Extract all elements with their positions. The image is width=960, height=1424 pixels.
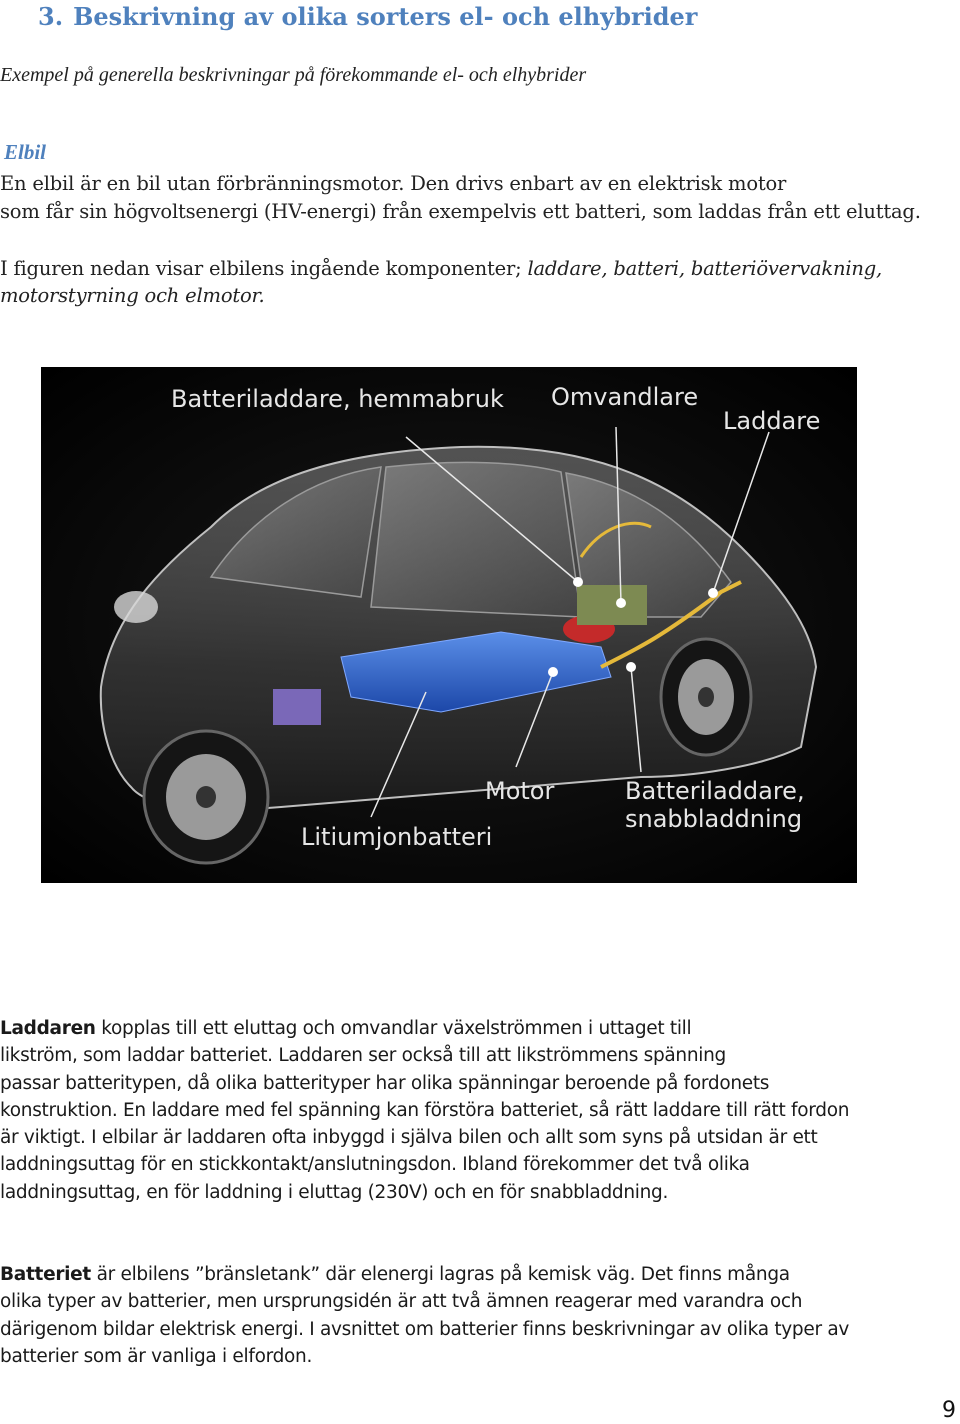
laddaren-paragraph-line: laddningsuttag för en stickkontakt/anslutningsdon. Ibland förekommer det två olika — [0, 1154, 750, 1175]
label-laddare: Laddare — [723, 407, 821, 435]
batteriet-text: är elbilens ”bränsletank” där elenergi lagras på kemisk väg. Det finns många — [90, 1264, 790, 1285]
elbil-heading: Elbil — [4, 140, 47, 164]
label-batteriladdare-hemmabruk: Batteriladdare, hemmabruk — [171, 385, 504, 413]
section-heading — [38, 2, 697, 31]
car-illustration — [41, 367, 857, 883]
front-wheel-shape — [144, 731, 268, 863]
elbil-paragraph-line: som får sin högvoltsenergi (HV-energi) från exempelvis ett batteri, som laddas från ett eluttag. — [0, 200, 921, 223]
figure-intro-components: laddare, batteri, batteriövervakning, — [527, 257, 883, 280]
laddaren-paragraph-line: passar batteritypen, då olika batterityper har olika spänningar beroende på fordonets — [0, 1073, 770, 1094]
section-number: 3. — [38, 2, 64, 31]
batteriet-paragraph-line: olika typer av batterier, men ursprungsidén är att två ämnen reagerar med varandra och — [0, 1291, 803, 1312]
laddaren-paragraph-line-1 — [0, 1018, 691, 1039]
figure-intro-line-2 — [0, 284, 265, 307]
electric-car-figure — [41, 367, 857, 883]
elbil-paragraph-line: En elbil är en bil utan förbränningsmotor. Den drivs enbart av en elektrisk motor — [0, 172, 787, 195]
laddaren-text: kopplas till ett eluttag och omvandlar växelströmmen i uttaget till — [95, 1018, 692, 1039]
figure-intro-line-1 — [0, 257, 882, 280]
figure-intro-text: I figuren nedan visar elbilens ingående komponenter; — [0, 257, 528, 280]
label-batteriladdare-snabb-1: Batteriladdare, — [625, 777, 805, 805]
label-motor: Motor — [485, 777, 555, 805]
batteriet-paragraph-line: därigenom bildar elektrisk energi. I avsnittet om batterier finns beskrivningar av olika typer av — [0, 1319, 850, 1340]
batteriet-lead: Batteriet — [0, 1264, 91, 1285]
label-batteriladdare-snabb-2: snabbladdning — [625, 805, 803, 833]
label-omvandlare: Omvandlare — [551, 383, 699, 411]
section-title: Beskrivning av olika sorters el- och elhybrider — [73, 2, 698, 31]
label-litiumjonbatteri: Litiumjonbatteri — [301, 823, 493, 851]
figure-intro-components: motorstyrning och elmotor. — [0, 284, 265, 307]
laddaren-paragraph-line: är viktigt. I elbilar är laddaren ofta inbyggd i själva bilen och allt som syns på utsidan är ett — [0, 1127, 818, 1148]
laddaren-paragraph-line: laddningsuttag, en för laddning i eluttag (230V) och en för snabbladdning. — [0, 1182, 669, 1203]
section-subtitle: Exempel på generella beskrivningar på förekommande el- och elhybrider — [0, 64, 587, 86]
laddaren-paragraph-line: likström, som laddar batteriet. Laddaren ser också till att likströmmens spänning — [0, 1045, 726, 1066]
laddaren-lead: Laddaren — [0, 1018, 96, 1039]
laddaren-paragraph-line: konstruktion. En laddare med fel spänning kan förstöra batteriet, så rätt laddare till rätt fordon — [0, 1100, 850, 1121]
converter-box-shape — [577, 585, 647, 625]
charger-box-shape — [273, 689, 321, 725]
batteriet-paragraph-line: batterier som är vanliga i elfordon. — [0, 1346, 313, 1367]
headlight-shape — [114, 591, 158, 623]
page-number: 9 — [942, 1398, 956, 1423]
rear-wheel-shape — [661, 639, 751, 755]
batteriet-paragraph-line-1 — [0, 1264, 790, 1285]
front-window-shape — [371, 462, 581, 617]
